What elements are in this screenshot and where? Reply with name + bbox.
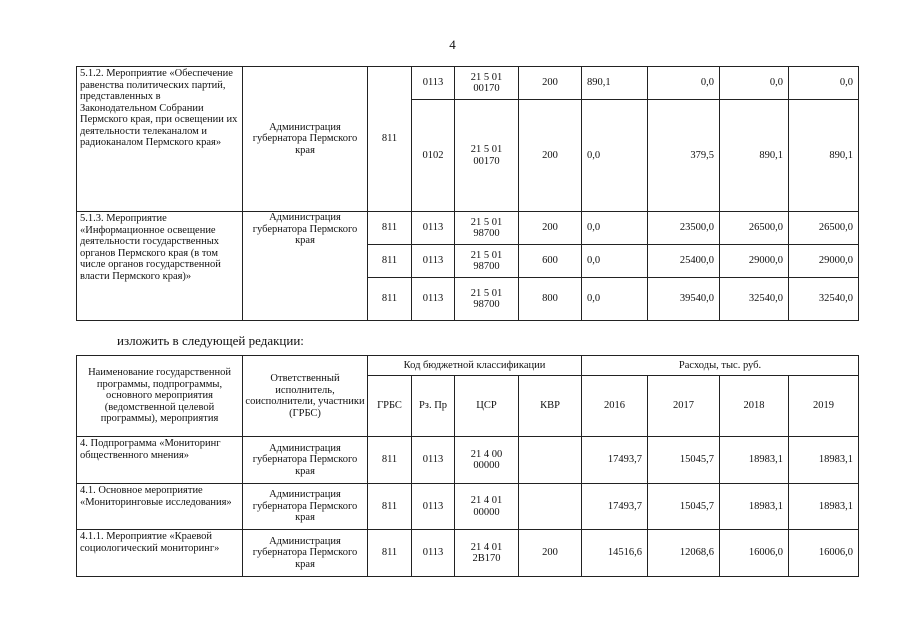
header-2019: 2019 xyxy=(789,376,859,437)
header-2017: 2017 xyxy=(648,376,720,437)
header-2016: 2016 xyxy=(582,376,648,437)
grbs-cell: 811 xyxy=(368,484,412,530)
csr-cell: 21 5 01 98700 xyxy=(455,245,519,278)
csr-cell: 21 5 01 00170 xyxy=(455,67,519,100)
kvr-cell: 600 xyxy=(519,245,582,278)
value-2018-cell: 32540,0 xyxy=(720,278,789,321)
value-2019-cell: 18983,1 xyxy=(789,484,859,530)
executor-cell: Администрация губернатора Пермского края xyxy=(243,212,368,321)
value-2017-cell: 15045,7 xyxy=(648,484,720,530)
table-row xyxy=(77,437,859,484)
value-2019-cell: 0,0 xyxy=(789,67,859,100)
header-kvr: КВР xyxy=(519,376,582,437)
grbs-cell: 811 xyxy=(368,530,412,577)
table-row xyxy=(77,67,859,100)
value-2016-cell: 0,0 xyxy=(582,245,648,278)
header-expenses: Расходы, тыс. руб. xyxy=(582,356,859,376)
csr-cell: 21 4 00 00000 xyxy=(455,437,519,484)
table-row xyxy=(77,212,859,245)
value-2018-cell: 0,0 xyxy=(720,67,789,100)
value-2018-cell: 18983,1 xyxy=(720,484,789,530)
grbs-cell: 811 xyxy=(368,245,412,278)
table-header-row xyxy=(77,356,859,376)
value-2016-cell: 890,1 xyxy=(582,67,648,100)
value-2016-cell: 0,0 xyxy=(582,212,648,245)
value-2018-cell: 18983,1 xyxy=(720,437,789,484)
value-2018-cell: 16006,0 xyxy=(720,530,789,577)
rz-cell: 0113 xyxy=(412,245,455,278)
executor-cell: Администрация губернатора Пермского края xyxy=(243,67,368,212)
kvr-cell: 800 xyxy=(519,278,582,321)
executor-cell: Администрация губернатора Пермского края xyxy=(243,437,368,484)
rz-cell: 0113 xyxy=(412,212,455,245)
value-2016-cell: 0,0 xyxy=(582,100,648,212)
csr-cell: 21 4 01 2B170 xyxy=(455,530,519,577)
grbs-cell: 811 xyxy=(368,278,412,321)
value-2018-cell: 26500,0 xyxy=(720,212,789,245)
executor-cell: Администрация губернатора Пермского края xyxy=(243,530,368,577)
value-2016-cell: 17493,7 xyxy=(582,437,648,484)
header-budget-code: Код бюджетной классификации xyxy=(368,356,582,376)
header-name: Наименование государственной программы, подпрограммы, основного мероприятия (ведомственной целевой программы), мероприятия xyxy=(77,356,243,437)
header-rz: Рз. Пр xyxy=(412,376,455,437)
event-name-cell: 4.1. Основное мероприятие «Мониторинговые исследования» xyxy=(77,484,243,530)
executor-cell: Администрация губернатора Пермского края xyxy=(243,484,368,530)
value-2017-cell: 12068,6 xyxy=(648,530,720,577)
event-name-cell: 4.1.1. Мероприятие «Краевой социологический мониторинг» xyxy=(77,530,243,577)
rz-cell: 0102 xyxy=(412,100,455,212)
header-executor: Ответственный исполнитель, соисполнители, участники (ГРБС) xyxy=(243,356,368,437)
header-grbs: ГРБС xyxy=(368,376,412,437)
rz-cell: 0113 xyxy=(412,67,455,100)
event-name-cell: 4. Подпрограмма «Мониторинг общественного мнения» xyxy=(77,437,243,484)
csr-cell: 21 5 01 00170 xyxy=(455,100,519,212)
value-2017-cell: 39540,0 xyxy=(648,278,720,321)
rz-cell: 0113 xyxy=(412,484,455,530)
value-2016-cell: 17493,7 xyxy=(582,484,648,530)
value-2017-cell: 15045,7 xyxy=(648,437,720,484)
grbs-cell: 811 xyxy=(368,67,412,212)
value-2019-cell: 18983,1 xyxy=(789,437,859,484)
csr-cell: 21 4 01 00000 xyxy=(455,484,519,530)
value-2018-cell: 890,1 xyxy=(720,100,789,212)
kvr-cell xyxy=(519,437,582,484)
value-2019-cell: 890,1 xyxy=(789,100,859,212)
value-2019-cell: 29000,0 xyxy=(789,245,859,278)
value-2016-cell: 14516,6 xyxy=(582,530,648,577)
header-csr: ЦСР xyxy=(455,376,519,437)
value-2017-cell: 0,0 xyxy=(648,67,720,100)
value-2018-cell: 29000,0 xyxy=(720,245,789,278)
header-2018: 2018 xyxy=(720,376,789,437)
new-budget-table xyxy=(76,355,859,577)
value-2019-cell: 16006,0 xyxy=(789,530,859,577)
value-2017-cell: 23500,0 xyxy=(648,212,720,245)
event-name-cell: 5.1.3. Мероприятие «Информационное освещение деятельности государственных органов Пермского края (в том числе органов государственной власти Пермского края)» xyxy=(77,212,243,321)
value-2016-cell: 0,0 xyxy=(582,278,648,321)
value-2017-cell: 25400,0 xyxy=(648,245,720,278)
kvr-cell: 200 xyxy=(519,530,582,577)
amendment-notice: изложить в следующей редакции: xyxy=(117,333,304,348)
kvr-cell xyxy=(519,484,582,530)
value-2019-cell: 26500,0 xyxy=(789,212,859,245)
rz-cell: 0113 xyxy=(412,530,455,577)
table-row xyxy=(77,530,859,577)
value-2019-cell: 32540,0 xyxy=(789,278,859,321)
csr-cell: 21 5 01 98700 xyxy=(455,278,519,321)
kvr-cell: 200 xyxy=(519,100,582,212)
grbs-cell: 811 xyxy=(368,437,412,484)
value-2017-cell: 379,5 xyxy=(648,100,720,212)
event-name-cell: 5.1.2. Мероприятие «Обеспечение равенства политических партий, представленных в Законодательном Собрании Пермского края, при освещении их деятельности телеканалом и радиоканалом Пермского края» xyxy=(77,67,243,212)
csr-cell: 21 5 01 98700 xyxy=(455,212,519,245)
original-budget-table xyxy=(76,66,859,321)
kvr-cell: 200 xyxy=(519,212,582,245)
table-row xyxy=(77,484,859,530)
page-number: 4 xyxy=(449,37,456,52)
rz-cell: 0113 xyxy=(412,437,455,484)
kvr-cell: 200 xyxy=(519,67,582,100)
rz-cell: 0113 xyxy=(412,278,455,321)
grbs-cell: 811 xyxy=(368,212,412,245)
